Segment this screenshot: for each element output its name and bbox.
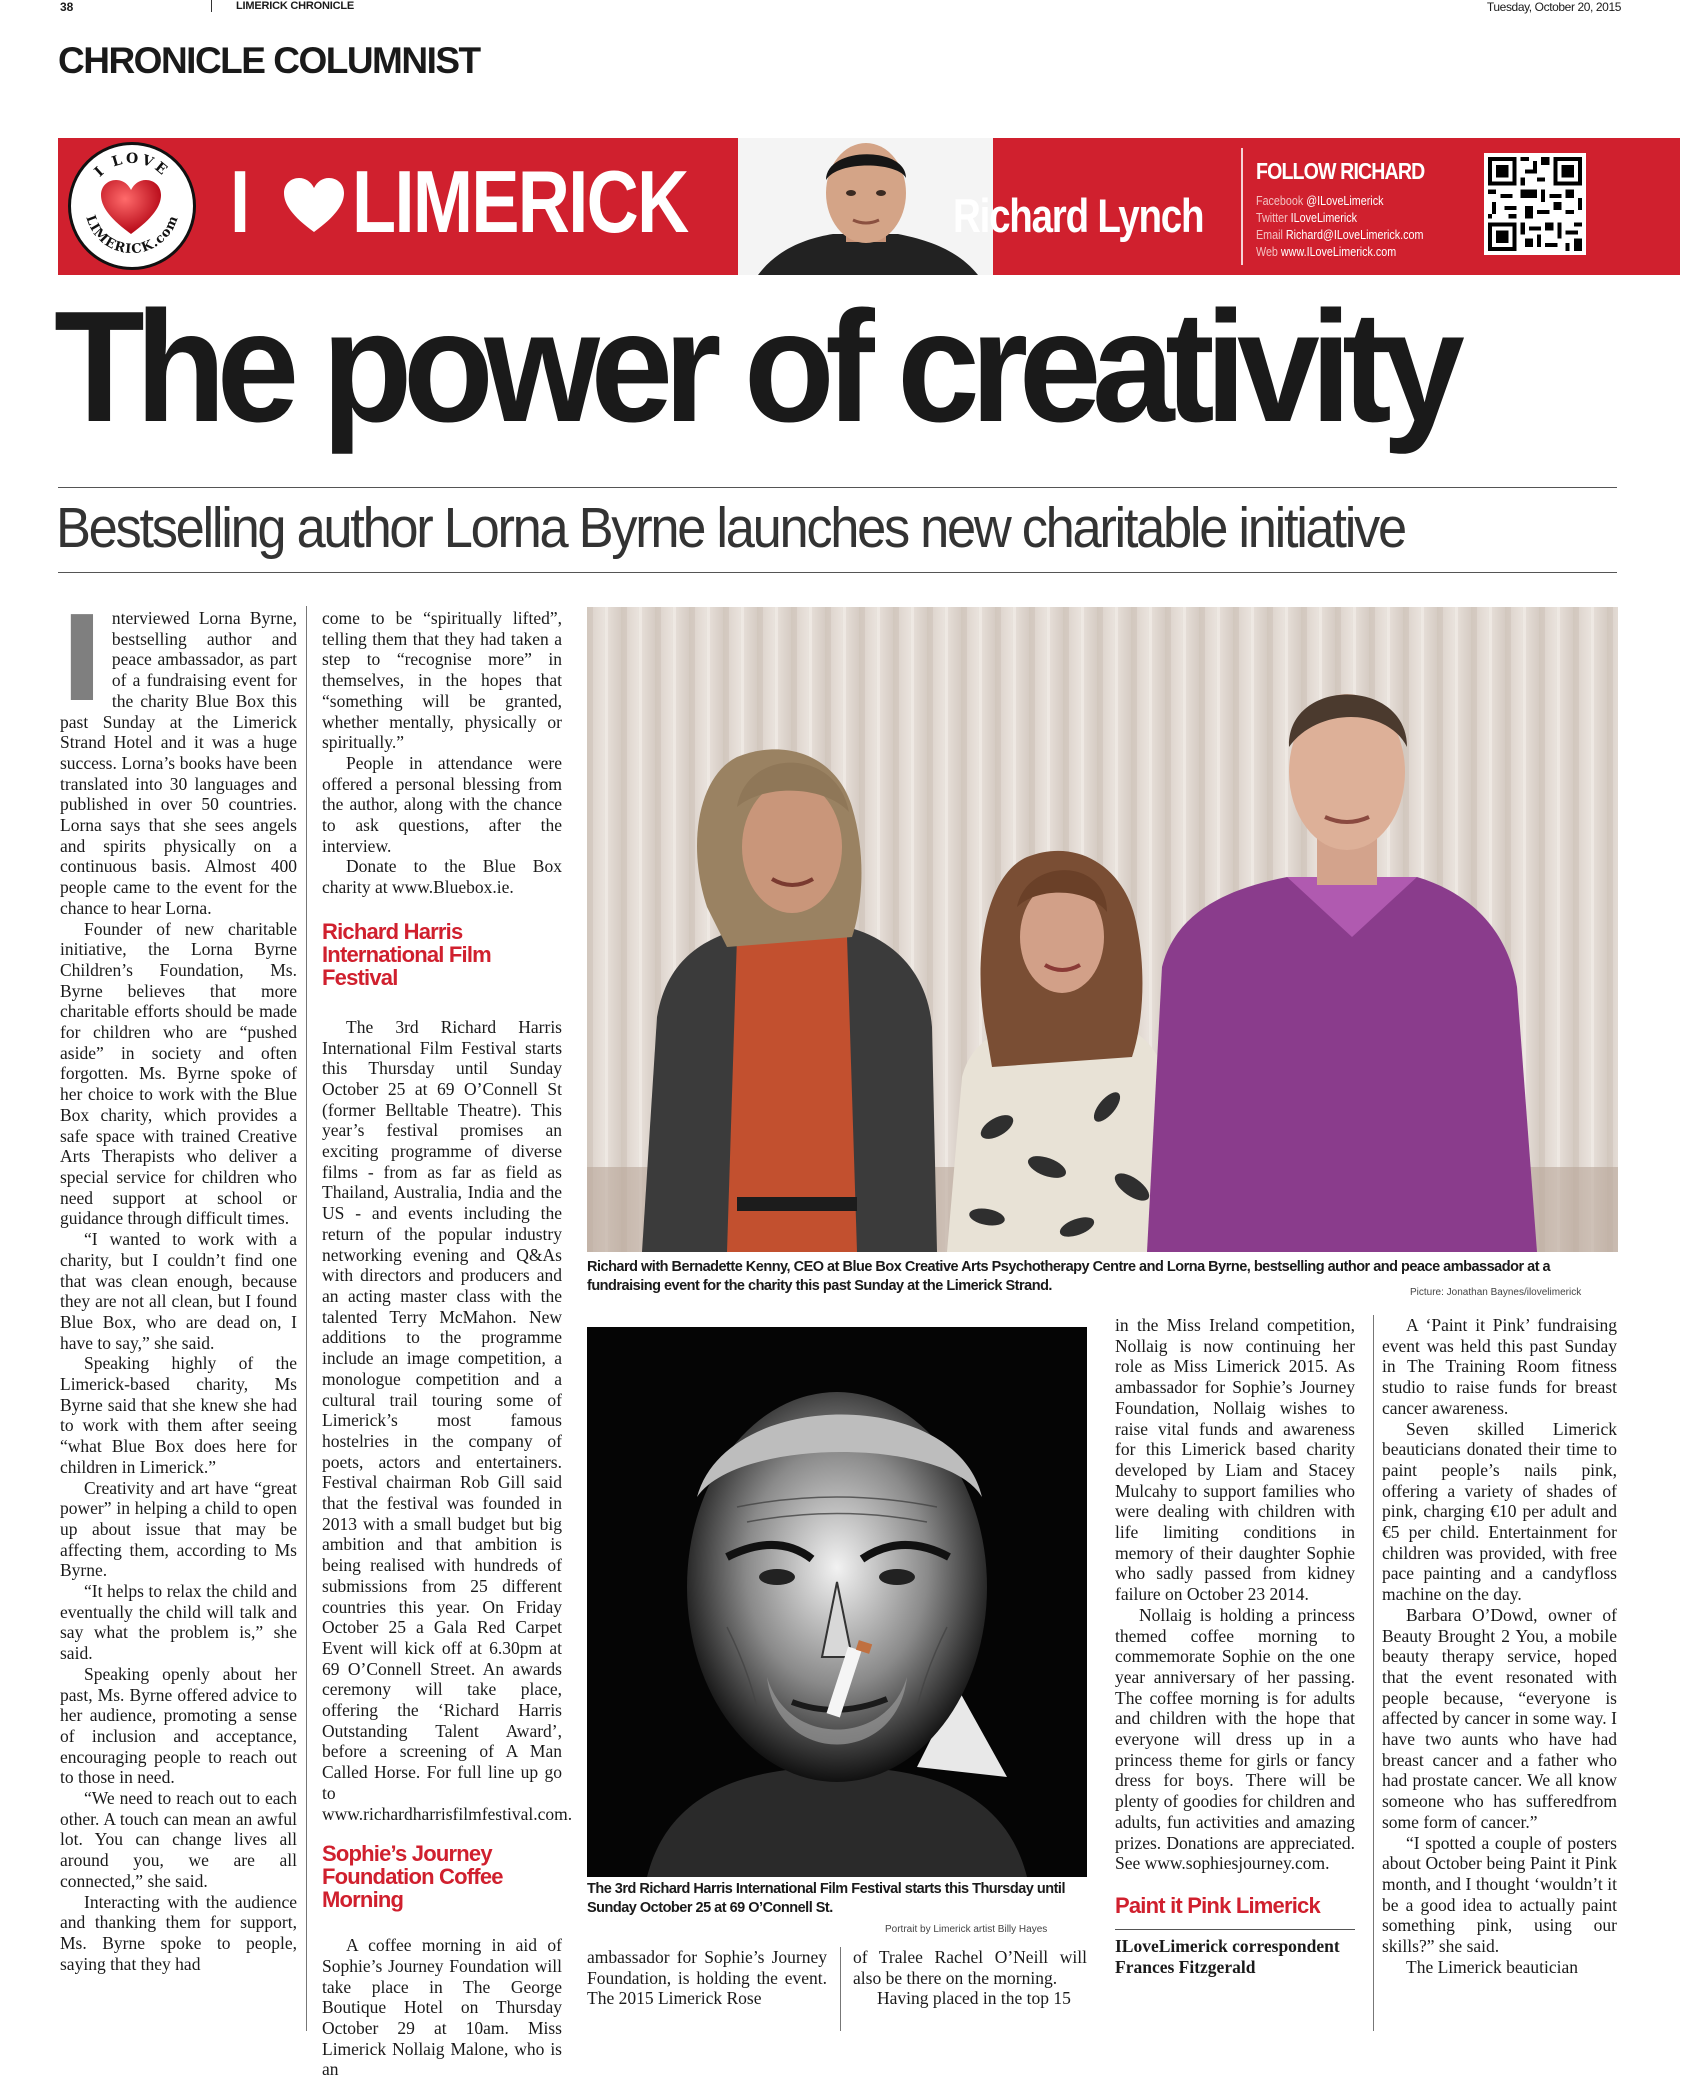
- facebook-handle[interactable]: @ILoveLimerick: [1306, 194, 1384, 208]
- byline-rule: [1115, 1929, 1355, 1930]
- drop-cap: I: [60, 590, 104, 728]
- article-column-1: [60, 590, 297, 2030]
- follow-label: Web: [1256, 245, 1278, 259]
- heart-icon: [99, 178, 163, 236]
- article-column-3-bottom: [587, 1947, 827, 2031]
- section-title: CHRONICLE COLUMNIST: [58, 40, 480, 81]
- paragraph: Interacting with the audience and thanking them for support, Ms. Byrne spoke to people, saying that they had: [60, 1891, 297, 1974]
- paragraph: “I wanted to work with a charity, but I couldn’t find one that was clean enough, because they are not all clean, but I found Blue Box, who are dead on, I have to say,” she said.: [60, 1229, 297, 1353]
- main-photo-caption: Richard with Bernadette Kenny, CEO at Blue Box Creative Arts Psychotherapy Centre and Lorna Byrne, bestselling author and peace ambassador at a fundraising event for the charity this past Sunday at the Limerick Strand.: [587, 1259, 1551, 1294]
- portrait-credit: Portrait by Limerick artist Billy Hayes: [885, 1924, 1048, 1935]
- masthead-limerick: LIMERICK: [352, 152, 688, 251]
- subhead-film-festival: Richard Harris International Film Festival: [322, 918, 491, 990]
- follow-label: Facebook: [1256, 194, 1304, 208]
- standfirst: Bestselling author Lorna Byrne launches new charitable initiative: [56, 496, 1405, 560]
- follow-facebook[interactable]: [1256, 193, 1445, 210]
- follow-web[interactable]: [1256, 244, 1445, 261]
- column-divider: [1373, 1315, 1374, 2031]
- main-photo: [587, 607, 1618, 1252]
- follow-label: Email: [1256, 228, 1283, 242]
- columnist-name: Richard Lynch: [953, 189, 1204, 242]
- article-column-6: [1382, 1315, 1617, 2031]
- svg-text:LIMERICK.com: LIMERICK.com: [82, 213, 182, 258]
- portrait-drawing: [587, 1327, 1087, 1877]
- follow-twitter[interactable]: [1256, 210, 1445, 227]
- paragraph: nterviewed Lorna Byrne, bestselling author and peace ambassador, as part of a fundraising event for the charity Blue Box this past Sunday at the Limerick Strand Hotel and it was a huge success. Lorna’s books have been translated into 30 languages and published in over 50 countries. Lorna says that she sees angels and spirits physically on a continuous basis. Almost 400 people came to the event for the chance to hear Lorna.: [60, 608, 297, 918]
- paragraph: “It helps to relax the child and eventually the child will talk and say what the problem is,” she said.: [60, 1581, 297, 1664]
- twitter-handle[interactable]: ILoveLimerick: [1290, 211, 1357, 225]
- column-divider: [840, 1947, 841, 2031]
- paragraph: People in attendance were offered a personal blessing from the author, along with the chance to ask questions, after the interview.: [322, 752, 562, 856]
- svg-text:I LOVE: I LOVE: [91, 150, 173, 181]
- headline: The power of creativity: [54, 279, 1456, 455]
- i-love-limerick-logo: [68, 142, 196, 270]
- photo-three-people: [587, 607, 1618, 1252]
- paragraph: A ‘Paint it Pink’ fundraising event was held this past Sunday in The Training Room fitness studio to raise funds for breast cancer awareness.: [1382, 1315, 1617, 1418]
- paragraph: Donate to the Blue Box charity at www.Bluebox.ie.: [322, 856, 562, 898]
- follow-list: [1256, 193, 1445, 261]
- paragraph: Barbara O’Dowd, owner of Beauty Brought 2 You, a mobile beauty therapy service, hoped that the event resonated with people because, “everyone is affected by cancer in some way. I have two aunts who have had breast cancer and a father who had prostate cancer. We all know someone who has sufferedfrom some form of cancer.”: [1382, 1604, 1617, 1832]
- article-column-2: [322, 608, 573, 2080]
- article-column-4-bottom: [853, 1947, 1087, 2031]
- paragraph: ambassador for Sophie’s Journey Foundation, is holding the event. The 2015 Limerick Rose: [587, 1947, 827, 2009]
- header-divider: [211, 0, 212, 12]
- byline: ILoveLimerick correspondent Frances Fitzgerald: [1115, 1935, 1340, 1977]
- banner-divider: [1241, 148, 1243, 265]
- issue-date: Tuesday, October 20, 2015: [1486, 0, 1621, 14]
- portrait-illustration: [587, 1327, 1087, 1877]
- follow-title: FOLLOW RICHARD: [1256, 158, 1425, 184]
- masthead-heart-icon: [282, 176, 346, 234]
- article-column-5: [1115, 1315, 1355, 2031]
- portrait-caption: The 3rd Richard Harris International Film Festival starts this Thursday until Sunday October 25 at 69 O’Connell St.: [587, 1881, 1065, 1916]
- paragraph: Founder of new charitable initiative, the Lorna Byrne Children’s Foundation, Ms. Byrne believes that more charitable efforts should be made for children who are “pushed aside” in society and often forgotten. Ms. Byrne spoke of her choice to work with the Blue Box charity, which provides a safe space with trained Creative Arts Therapists who deliver a special service for children who need support at school or guidance through difficult times.: [60, 918, 297, 1229]
- paragraph: Speaking highly of the Limerick-based charity, Ms Byrne said that she knew she had to work with them after seeing “what Blue Box does here for children in Limerick.”: [60, 1353, 297, 1477]
- paragraph: The Limerick beautician: [1406, 1956, 1579, 1977]
- paragraph: in the Miss Ireland competition, Nollaig is now continuing her role as Miss Limerick 2015. As ambassador for Sophie’s Journey Foundation, Nollaig wishes to raise vital funds and awareness for this Limerick based charity developed by Liam and Stacey Mulcahy to support families who were dealing with children with life limiting conditions in memory of their daughter Sophie who sadly passed from kidney failure on October 23 2014.: [1115, 1315, 1355, 1605]
- subhead-sophies-journey: Sophie’s Journey Foundation Coffee Morning: [322, 1841, 503, 1913]
- masthead-i: I: [230, 152, 251, 251]
- paragraph: A coffee morning in aid of Sophie’s Journey Foundation will take place in The George Boutique Hotel on Thursday October 29 at 10am. Miss Limerick Nollaig Malone, who is an: [322, 1935, 562, 2080]
- main-photo-credit: Picture: Jonathan Baynes/ilovelimerick: [1410, 1287, 1582, 1298]
- paragraph: come to be “spiritually lifted”, telling them that they had taken a step to “recognise more” in themselves, in the hopes that “something will be granted, whether mentally, physically or spiritually.”: [322, 608, 562, 753]
- paragraph: “We need to reach out to each other. A touch can mean an awful lot. You can change lives all around you, we are all connected,” she said.: [60, 1788, 297, 1891]
- follow-email[interactable]: [1256, 227, 1445, 244]
- paragraph: “I spotted a couple of posters about October being Paint it Pink month, and I thought ‘wouldn’t it be a good idea to actually paint something pink, using our skills?” she said.: [1382, 1832, 1617, 1957]
- paragraph: of Tralee Rachel O’Neill will also be there on the morning.: [853, 1947, 1087, 1988]
- rule-above-standfirst: [58, 487, 1617, 488]
- publication-name: LIMERICK CHRONICLE: [236, 0, 355, 12]
- paragraph: The 3rd Richard Harris International Film Festival starts this Thursday until Sunday October 25 at 69 O’Connell St (former Belltable Theatre). This year’s festival promises an exciting programme of diverse films - from as far as field as Thailand, Australia, India and the US - and events including the return of the popular industry networking evening and Q&As with directors and producers and an acting master class with the talented Terry McMahon. New additions to the programme include an image competition, a monologue competition and a cultural trail touring some of Limerick’s most famous hostelries in the company of poets, actors and entertainers. Festival chairman Rob Gill said that the festival was founded in 2013 with a small budget but big ambition and that ambition is being realised with hundreds of submissions from 25 different countries this year. On Friday October 25 a Gala Red Carpet Event will kick off at 6.30pm at 69 O’Connell Street. An awards ceremony will take place, offering the ‘Richard Harris Outstanding Talent Award’, before a screening of A Man Called Horse. For full line up go to www.richardharrisfilmfestival.com.: [322, 1016, 573, 1824]
- paragraph: Creativity and art have “great power” in helping a child to open up about issue that may be affecting them, according to Ms Byrne.: [60, 1477, 297, 1581]
- columnist-banner: [58, 138, 1680, 275]
- page-number: 38: [60, 0, 74, 14]
- subhead-paint-it-pink: Paint it Pink Limerick: [1115, 1892, 1320, 1918]
- web-address[interactable]: www.ILoveLimerick.com: [1280, 245, 1397, 259]
- paragraph: Nollaig is holding a princess themed coffee morning to commemorate Sophie on the one year anniversary of her passing. The coffee morning is for adults and children with the hope that everyone will dress up in a princess theme for girls or fancy dress for boys. There will be plenty of goodies for children and adults, fun activities and amazing prizes. Donations are appreciated. See www.sophiesjourney.com.: [1115, 1604, 1355, 1874]
- paragraph: Seven skilled Limerick beauticians donated their time to paint people’s nails pink, offering a variety of shades of pink, charging €10 per adult and €5 per child. Entertainment for children was provided, with free pace painting and a candyfloss machine on the day.: [1382, 1418, 1617, 1605]
- qr-code-icon: [1484, 153, 1586, 255]
- qr-code[interactable]: [1484, 153, 1586, 255]
- email-address[interactable]: Richard@ILoveLimerick.com: [1285, 228, 1424, 242]
- paragraph: Speaking openly about her past, Ms. Byrne offered advice to her audience, promoting a sense of inclusion and acceptance, encouraging people to reach out to those in need.: [60, 1663, 297, 1788]
- follow-label: Twitter: [1256, 211, 1288, 225]
- paragraph: Having placed in the top 15: [877, 1988, 1071, 2009]
- rule-below-standfirst: [58, 572, 1617, 573]
- column-divider: [306, 606, 307, 2031]
